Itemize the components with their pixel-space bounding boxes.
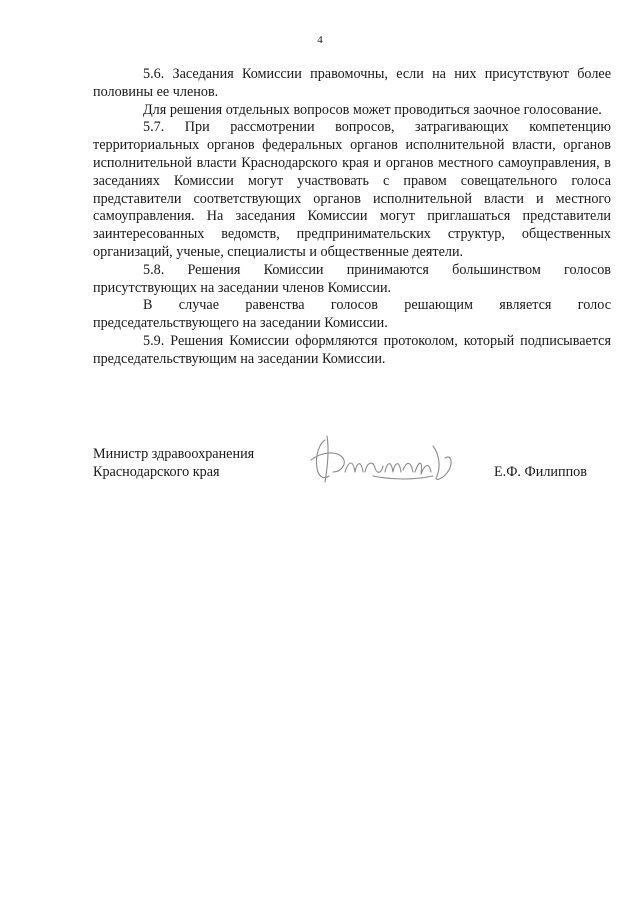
signatory-title-line-1: Министр здравоохранения [93,446,255,462]
paragraph-5-9: 5.9. Решения Комиссии оформляются протоколом, который подписывается председательствующим на заседании Комиссии. [93,332,611,367]
paragraph-tie-vote: В случае равенства голосов решающим является голос председательствующего на заседании Комиссии. [93,297,611,332]
page-number: 4 [317,34,323,46]
document-body [93,66,611,369]
handwritten-signature [303,430,463,494]
signature-block [93,446,611,496]
signatory-title-line-2: Краснодарского края [93,463,220,480]
signatory-title [93,446,254,482]
paragraph-remote-voting: Для решения отдельных вопросов может проводиться заочное голосование. [143,101,602,118]
signatory-name: Е.Ф. Филиппов [494,464,587,480]
paragraph-5-8: 5.8. Решения Комиссии принимаются большинством голосов присутствующих на заседании членов Комиссии. [93,261,611,296]
paragraph-5-7: 5.7. При рассмотрении вопросов, затрагивающих компетенцию территориальных органов федеральных органов исполнительной власти, органов исполнительной власти Краснодарского края и органов местного самоуправления, в заседаниях Комиссии могут участвовать с правом совещательного голоса представители соответствующих органов исполнительной власти и местного самоуправления. На заседания Комиссии могут приглашаться представители заинтересованных ведомств, предпринимательских структур, общественных организаций, ученые, специалисты и общественные деятели. [93,119,611,260]
paragraph-5-6: 5.6. Заседания Комиссии правомочны, если на них присутствуют более половины ее членов. [93,66,611,100]
